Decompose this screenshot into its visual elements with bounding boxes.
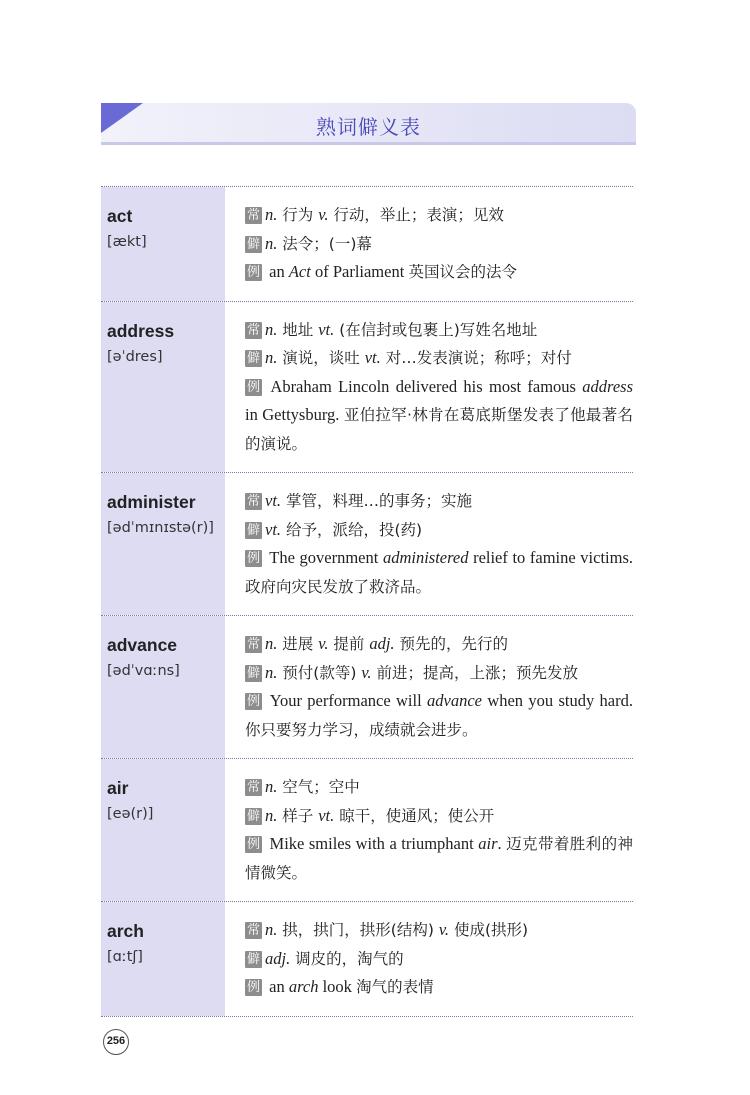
table-row xyxy=(101,302,633,474)
example-translation: 迈克带着胜利的神情微笑。 xyxy=(245,835,633,882)
example-text: in Gettysburg. xyxy=(245,405,344,424)
common-tag-icon: 常 xyxy=(246,322,260,338)
part-of-speech: n. xyxy=(265,777,278,796)
meaning-text: 前进；提高，上涨；预先发放 xyxy=(371,663,578,682)
example-line xyxy=(245,373,633,459)
part-of-speech: vt. xyxy=(265,519,282,539)
meaning-text: 给予，派给，投(药) xyxy=(281,520,423,539)
meaning-text: 样子 xyxy=(277,806,319,825)
phonetic: [əˈdres] xyxy=(107,348,163,365)
example-keyword: address xyxy=(582,376,633,396)
example-text: of Parliament xyxy=(310,262,409,281)
example-text: Your performance will xyxy=(265,691,427,710)
table-row xyxy=(101,759,633,902)
table-row xyxy=(101,187,633,302)
part-of-speech: adj. xyxy=(369,634,395,653)
phonetic: [ɑːtʃ] xyxy=(107,949,143,965)
example-translation: 亚伯拉罕·林肯在葛底斯堡发表了他最著名的演说。 xyxy=(245,406,633,453)
example-text: an xyxy=(265,262,289,281)
rare-tag-icon: 僻 xyxy=(246,951,260,967)
headword: arch xyxy=(107,921,144,941)
example-keyword: Act xyxy=(288,262,311,281)
part-of-speech: v. xyxy=(318,205,329,224)
word-cell xyxy=(101,616,225,758)
example-line xyxy=(245,687,633,744)
part-of-speech: n. xyxy=(265,348,278,367)
common-meaning-line xyxy=(245,316,633,345)
part-of-speech: n. xyxy=(265,205,278,224)
part-of-speech: vt. xyxy=(364,348,381,367)
part-of-speech: n. xyxy=(265,662,278,682)
example-line xyxy=(245,544,633,601)
example-tag-icon: 例 xyxy=(246,379,260,395)
example-text: The government xyxy=(265,548,383,567)
example-line xyxy=(245,830,633,887)
example-keyword: administered xyxy=(382,548,469,567)
meaning-text: 调皮的，淘气的 xyxy=(290,949,404,968)
example-text: look xyxy=(318,977,357,996)
table-row xyxy=(101,902,633,1017)
meaning-text: 行动，举止；表演；见效 xyxy=(328,206,504,224)
part-of-speech: vt. xyxy=(318,805,335,825)
example-text: when you study hard. xyxy=(481,691,633,710)
phonetic: [ədˈvɑːns] xyxy=(107,663,180,679)
headword: address xyxy=(107,320,175,341)
meaning-text: 提前 xyxy=(328,635,370,653)
example-text: Mike smiles with a triumphant xyxy=(265,834,479,853)
rare-meaning-line xyxy=(245,659,633,688)
meaning-text: 进展 xyxy=(277,635,319,653)
meaning-text: 空气；空中 xyxy=(277,778,360,796)
part-of-speech: vt. xyxy=(265,491,282,510)
part-of-speech: vt. xyxy=(318,319,335,339)
example-tag-icon: 例 xyxy=(246,265,260,280)
part-of-speech: n. xyxy=(265,805,278,825)
example-text: Abraham Lincoln delivered his most famous xyxy=(265,376,583,396)
example-tag-icon: 例 xyxy=(246,551,260,566)
headword: advance xyxy=(107,635,178,655)
example-translation: 你只要努力学习，成绩就会进步。 xyxy=(245,720,478,739)
part-of-speech: n. xyxy=(265,634,278,653)
definition-cell xyxy=(225,759,633,901)
example-line xyxy=(245,258,633,287)
vocabulary-table xyxy=(101,186,633,1017)
definition-cell xyxy=(225,616,633,758)
headword: air xyxy=(107,778,129,798)
rare-meaning-line xyxy=(245,344,633,373)
common-tag-icon: 常 xyxy=(246,494,260,509)
part-of-speech: v. xyxy=(361,662,372,682)
word-cell xyxy=(101,759,225,901)
part-of-speech: n. xyxy=(265,920,278,939)
meaning-text: (在信封或包裹上)写姓名地址 xyxy=(334,320,538,339)
example-keyword: arch xyxy=(288,977,319,996)
definition-cell xyxy=(225,302,633,473)
example-keyword: air xyxy=(478,834,498,853)
phonetic: [ədˈmɪnɪstə(r)] xyxy=(107,520,214,536)
meaning-text: 法令；(一)幕 xyxy=(277,234,372,253)
meaning-text: 掌管，料理…的事务；实施 xyxy=(281,492,472,510)
rare-meaning-line xyxy=(245,230,633,259)
meaning-text: 行为 xyxy=(277,206,319,224)
rare-meaning-line xyxy=(245,802,633,831)
meaning-text: 演说，谈吐 xyxy=(277,349,365,367)
common-tag-icon: 常 xyxy=(246,208,260,223)
common-meaning-line xyxy=(245,773,633,802)
headword: act xyxy=(107,206,133,226)
part-of-speech: v. xyxy=(438,920,450,939)
example-tag-icon: 例 xyxy=(246,837,260,852)
table-row xyxy=(101,616,633,759)
rare-tag-icon: 僻 xyxy=(246,665,260,681)
definition-cell xyxy=(225,902,633,1016)
word-cell xyxy=(101,473,225,615)
common-tag-icon: 常 xyxy=(246,923,260,938)
example-tag-icon: 例 xyxy=(246,980,260,995)
rare-meaning-line xyxy=(245,945,633,974)
rare-tag-icon: 僻 xyxy=(246,522,260,538)
example-translation: 英国议会的法令 xyxy=(408,263,517,281)
example-text: an xyxy=(265,977,289,996)
part-of-speech: v. xyxy=(318,634,329,653)
example-translation: 淘气的表情 xyxy=(356,978,434,996)
meaning-text: 拱，拱门，拱形(结构) xyxy=(277,921,439,939)
part-of-speech: adj. xyxy=(265,948,291,968)
example-translation: 政府向灾民发放了救济品。 xyxy=(245,577,432,596)
example-line xyxy=(245,973,633,1002)
word-cell xyxy=(101,187,225,301)
common-meaning-line xyxy=(245,916,633,945)
section-banner xyxy=(101,103,636,145)
rare-tag-icon: 僻 xyxy=(246,236,260,252)
meaning-text: 预付(款等) xyxy=(277,663,362,682)
meaning-text: 对…发表演说；称呼；对付 xyxy=(380,349,572,367)
page-title: 熟词僻义表 xyxy=(316,115,421,139)
meaning-text: 预先的，先行的 xyxy=(394,635,508,653)
phonetic: [eə(r)] xyxy=(107,806,154,822)
definition-cell xyxy=(225,473,633,615)
rare-meaning-line xyxy=(245,516,633,545)
definition-cell xyxy=(225,187,633,301)
rare-tag-icon: 僻 xyxy=(246,808,260,824)
meaning-text: 使成(拱形) xyxy=(449,921,529,939)
phonetic: [ækt] xyxy=(107,234,147,250)
common-meaning-line xyxy=(245,201,633,230)
example-text: relief to famine victims. xyxy=(468,548,633,567)
word-cell xyxy=(101,302,225,473)
example-tag-icon: 例 xyxy=(246,694,260,709)
example-keyword: advance xyxy=(427,691,482,710)
meaning-text: 晾干，使通风；使公开 xyxy=(334,806,495,825)
common-meaning-line xyxy=(245,630,633,659)
word-cell xyxy=(101,902,225,1016)
meaning-text: 地址 xyxy=(277,320,319,339)
page-number: 256 xyxy=(103,1029,129,1055)
headword: administer xyxy=(107,492,196,512)
part-of-speech: n. xyxy=(265,319,278,339)
common-tag-icon: 常 xyxy=(246,637,260,652)
common-tag-icon: 常 xyxy=(246,780,260,795)
example-text: . xyxy=(497,834,507,853)
common-meaning-line xyxy=(245,487,633,516)
table-row xyxy=(101,473,633,616)
part-of-speech: n. xyxy=(265,233,278,253)
rare-tag-icon: 僻 xyxy=(246,351,260,366)
